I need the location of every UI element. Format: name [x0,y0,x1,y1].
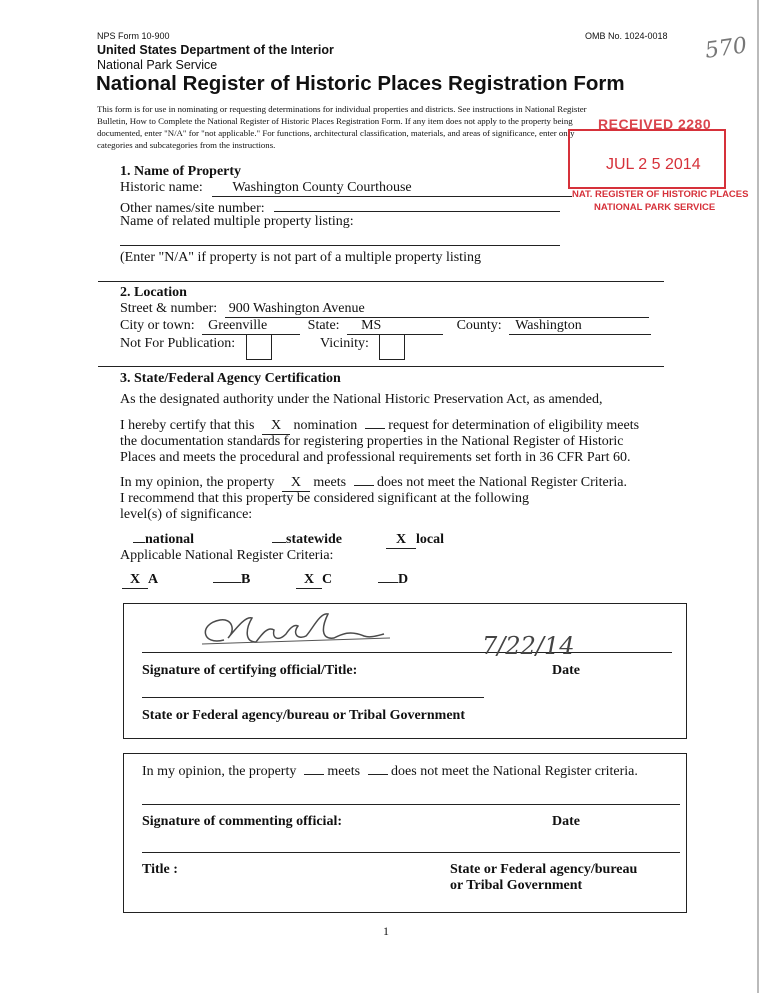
recommend-line-2: level(s) of significance: [120,507,253,522]
commenting-opinion-a: In my opinion, the property [142,764,297,779]
certify-nomination-mark[interactable] [262,419,290,435]
criterion-c-x: X [303,572,315,587]
criterion-c [296,572,332,589]
county-label: County: [456,318,502,333]
criterion-a-label: A [148,572,159,587]
certify-line-2: the documentation standards for registering properties in the National Register of Historic [120,434,624,449]
certify-request-mark[interactable] [365,428,385,429]
related-listing-label: Name of related multiple property listing: [120,214,354,229]
street-field[interactable] [225,302,649,318]
city-row [120,318,651,335]
commenting-signature-line[interactable] [142,804,680,805]
commenting-official-box [123,753,687,913]
page-number: 1 [383,924,389,938]
certifying-signature-label: Signature of certifying official/Title: [142,663,358,678]
criterion-d-label: D [398,572,409,587]
commenting-agency-line-2: or Tribal Government [450,878,583,893]
certifying-date-value: 7/22/14 [482,632,575,660]
criterion-a-mark[interactable] [122,573,148,589]
stamp-received: RECEIVED 2280 [598,116,712,132]
commenting-opinion-row [142,764,638,780]
certifying-signature-line[interactable] [142,652,672,653]
commenting-title-label: Title : [142,862,178,877]
commenting-agency-line-1: State or Federal agency/bureau [450,862,638,877]
not-for-publication-label: Not For Publication: [120,336,236,351]
omb-number: OMB No. 1024-0018 [585,31,668,41]
state-field[interactable] [347,319,443,335]
section2-heading: 2. Location [120,285,187,300]
criterion-a-x: X [129,572,141,587]
handwritten-number: 570 [703,33,749,64]
received-stamp [568,104,749,216]
authority-text: As the designated authority under the National Historic Preservation Act, as amended, [120,392,603,407]
historic-name-row [120,180,572,197]
page-title: National Register of Historic Places Registration Form [96,72,625,95]
opinion-meets-mark[interactable] [282,476,310,492]
commenting-not-meet-mark[interactable] [368,774,388,775]
commenting-signature-label: Signature of commenting official: [142,814,342,829]
level-local [386,532,444,549]
vicinity-label: Vicinity: [320,336,369,351]
other-names-field[interactable] [274,197,560,212]
section2-divider [98,366,664,367]
commenting-opinion-b: meets [327,764,361,779]
intro-line-4: categories and subcategories from the instructions. [97,140,276,150]
criterion-b-mark[interactable] [213,582,241,583]
city-label: City or town: [120,318,195,333]
criterion-c-label: C [322,572,333,587]
criteria-label: Applicable National Register Criteria: [120,548,334,563]
state-value: MS [361,318,382,333]
stamp-service: NATIONAL PARK SERVICE [594,202,716,213]
stamp-register: NAT. REGISTER OF HISTORIC PLACES [572,189,749,200]
commenting-title-line[interactable] [142,852,680,853]
city-value: Greenville [208,318,268,333]
opinion-text-b: meets [313,475,347,490]
not-for-publication-checkbox[interactable] [246,334,272,360]
intro-line-3: documented, enter "N/A" for "not applicable." For functions, architectural classification, materials, and areas of significance, enter only [97,128,575,138]
certify-text-c: request for determination of eligibility meets [388,418,640,433]
scan-edge [757,0,759,993]
certifying-agency-line[interactable] [142,697,484,698]
level-statewide-mark[interactable] [272,542,286,543]
opinion-meets-x: X [290,475,301,490]
section3-heading: 3. State/Federal Agency Certification [120,371,341,386]
level-statewide-label: statewide [286,532,342,547]
vicinity-checkbox[interactable] [379,334,405,360]
commenting-meets-mark[interactable] [304,774,324,775]
criterion-d [378,572,408,588]
certify-nomination-x: X [270,418,282,433]
historic-name-field[interactable] [212,181,572,197]
historic-name-value: Washington County Courthouse [232,180,412,195]
recommend-line-1: I recommend that this property be considered significant at the following [120,491,529,506]
commenting-opinion-c: does not meet the National Register criteria. [391,764,638,779]
certify-row [120,418,639,435]
commenting-date-label: Date [552,814,580,829]
historic-name-label: Historic name: [120,180,203,195]
form-number: NPS Form 10-900 [97,31,170,41]
department-name: United States Department of the Interior [97,43,334,57]
certifying-agency-label: State or Federal agency/bureau or Tribal Government [142,708,466,723]
certifying-date-label: Date [552,663,580,678]
level-national-mark[interactable] [133,542,145,543]
street-row [120,301,649,318]
certifying-official-box [123,603,687,739]
opinion-text-c: does not meet the National Register Criteria. [377,475,628,490]
level-local-x: X [395,532,407,547]
service-name: National Park Service [97,58,218,72]
criterion-c-mark[interactable] [296,573,322,589]
level-local-mark[interactable] [386,533,416,549]
criterion-a [122,572,158,589]
stamp-date: JUL 2 5 2014 [606,156,701,173]
criterion-d-mark[interactable] [378,582,398,583]
opinion-text-a: In my opinion, the property [120,475,275,490]
street-value: 900 Washington Avenue [228,301,365,316]
criterion-b [213,572,250,588]
state-label: State: [307,318,340,333]
county-value: Washington [515,318,582,333]
level-national-label: national [145,532,195,547]
level-national [133,532,194,548]
section1-heading: 1. Name of Property [120,164,242,179]
intro-line-1: This form is for use in nominating or requesting determinations for individual properties and districts. See instructions in National Register [97,104,587,114]
certify-line-3: Places and meets the procedural and professional requirements set forth in 36 CFR Part 60. [120,450,631,465]
county-field[interactable] [509,319,651,335]
intro-line-2: Bulletin, How to Complete the National Register of Historic Places Registration Form. If any item does not apply to the property being [97,116,573,126]
related-listing-note: (Enter "N/A" if property is not part of a multiple property listing [120,250,481,265]
section1-divider [98,281,664,282]
level-statewide [272,532,342,548]
level-local-label: local [416,532,444,547]
opinion-row [120,475,627,492]
certify-text-b: nomination [293,418,358,433]
street-label: Street & number: [120,301,218,316]
other-names-label: Other names/site number: [120,201,265,216]
opinion-not-meet-mark[interactable] [354,485,374,486]
city-field[interactable] [202,319,300,335]
related-listing-field[interactable] [120,245,560,246]
certify-text-a: I hereby certify that this [120,418,255,433]
criterion-b-label: B [241,572,251,587]
